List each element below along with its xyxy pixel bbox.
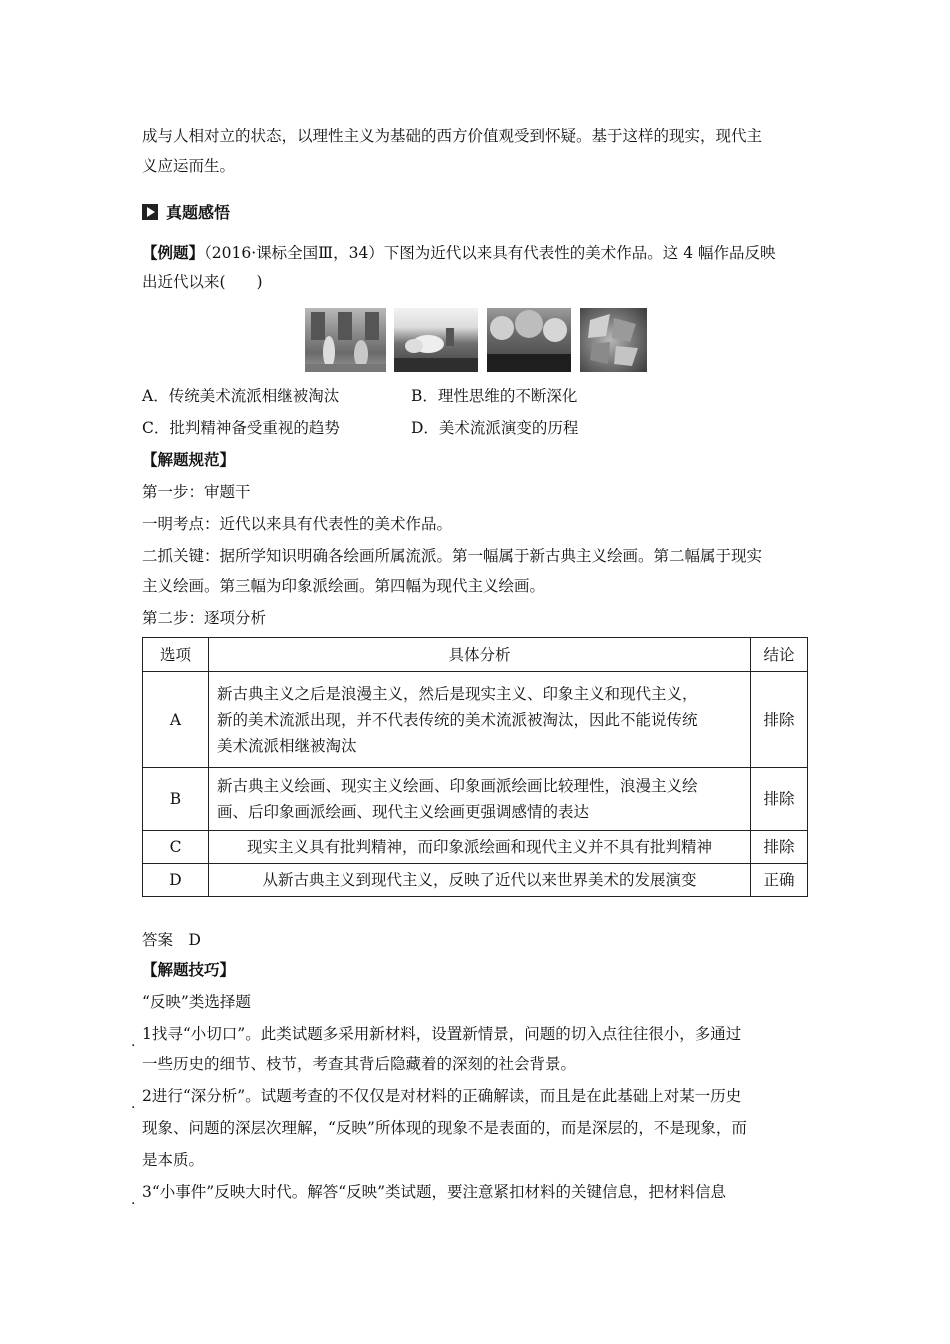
section-heading	[142, 200, 230, 223]
row-conclusion: 正确	[751, 864, 808, 897]
table-row	[143, 831, 808, 864]
solution-header: 【解题规范】	[142, 450, 236, 469]
table-row	[143, 864, 808, 897]
row-conclusion: 排除	[751, 672, 808, 768]
option-a: A．传统美术流派相继被淘汰	[142, 387, 340, 405]
tip-3-line-1: 3“小事件”反映大时代。解答“反映”类试题，要注意紧扣材料的关键信息，把材料信息	[142, 1183, 727, 1201]
tips-header: 【解题技巧】	[142, 960, 236, 979]
analysis-line: 美术流派相继被淘汰	[217, 736, 357, 755]
table-header-row	[143, 638, 808, 672]
header-analysis: 具体分析	[209, 638, 751, 672]
row-option: B	[143, 768, 209, 831]
neoclassical-painting-image	[305, 308, 386, 372]
analysis-line: 新古典主义绘画、现实主义绘画、印象画派绘画比较理性，浪漫主义绘	[217, 777, 698, 795]
header-option: 选项	[143, 638, 209, 672]
answer: 答案 D	[142, 931, 201, 949]
bullet-dot: .	[131, 1096, 136, 1112]
tip-1-line-1: 1找寻“小切口”。此类试题多采用新材料，设置新情景，问题的切入点往往很小，多通过	[142, 1025, 742, 1043]
tip-2-line-3: 是本质。	[142, 1151, 205, 1169]
row-analysis	[209, 672, 751, 768]
step-1: 第一步：审题干	[142, 483, 251, 501]
example-line-1	[142, 242, 776, 264]
table-row	[143, 768, 808, 831]
bullet-dot: .	[131, 1034, 136, 1050]
option-c: C．批判精神备受重视的趋势	[142, 419, 340, 437]
row-option: A	[143, 672, 209, 768]
example-question-text: （2016·课标全国Ⅲ，34）下图为近代以来具有代表性的美术作品。这 4 幅作品反映	[204, 244, 776, 262]
row-option: D	[143, 864, 209, 897]
tip-2-line-1: 2进行“深分析”。试题考查的不仅仅是对材料的正确解读，而且是在此基础上对某一历史	[142, 1087, 742, 1105]
intro-line-2: 义应运而生。	[142, 157, 236, 175]
step-2: 第二步：逐项分析	[142, 609, 267, 627]
tips-subtitle: “反映”类选择题	[142, 993, 251, 1011]
point-2-line-1: 二抓关键：据所学知识明确各绘画所属流派。第一幅属于新古典主义绘画。第二幅属于现实	[142, 547, 763, 565]
option-b: B．理性思维的不断深化	[411, 387, 578, 405]
row-option: C	[143, 831, 209, 864]
header-conclusion: 结论	[751, 638, 808, 672]
row-conclusion: 排除	[751, 768, 808, 831]
example-line-2: 出近代以来( )	[142, 273, 263, 291]
row-analysis	[209, 768, 751, 831]
analysis-table	[142, 637, 808, 897]
row-analysis: 从新古典主义到现代主义，反映了近代以来世界美术的发展演变	[209, 864, 751, 897]
realist-painting-image	[394, 308, 478, 372]
bullet-dot: .	[131, 1192, 136, 1208]
impressionist-painting-image	[487, 308, 571, 372]
tip-1-line-2: 一些历史的细节、枝节，考查其背后隐藏着的深刻的社会背景。	[142, 1055, 577, 1073]
analysis-line: 画、后印象画派绘画、现代主义绘画更强调感情的表达	[217, 803, 590, 821]
point-1: 一明考点：近代以来具有代表性的美术作品。	[142, 515, 453, 533]
table-row	[143, 672, 808, 768]
section-heading-text: 真题感悟	[166, 203, 231, 222]
row-analysis: 现实主义具有批判精神，而印象派绘画和现代主义并不具有批判精神	[209, 831, 751, 864]
analysis-line: 新古典主义之后是浪漫主义，然后是现实主义、印象主义和现代主义，	[217, 684, 698, 703]
example-tag: 【例题】	[142, 243, 205, 262]
option-d: D．美术流派演变的历程	[411, 419, 579, 437]
point-2-line-2: 主义绘画。第三幅为印象派绘画。第四幅为现代主义绘画。	[142, 577, 546, 595]
modernist-painting-image	[580, 308, 647, 372]
row-conclusion: 排除	[751, 831, 808, 864]
play-triangle-icon	[142, 204, 158, 220]
intro-line-1: 成与人相对立的状态，以理性主义为基础的西方价值观受到怀疑。基于这样的现实，现代主	[142, 127, 763, 145]
tip-2-line-2: 现象、问题的深层次理解，“反映”所体现的现象不是表面的，而是深层的，不是现象，而	[142, 1119, 747, 1137]
analysis-line: 新的美术流派出现，并不代表传统的美术流派被淘汰，因此不能说传统	[217, 710, 698, 729]
